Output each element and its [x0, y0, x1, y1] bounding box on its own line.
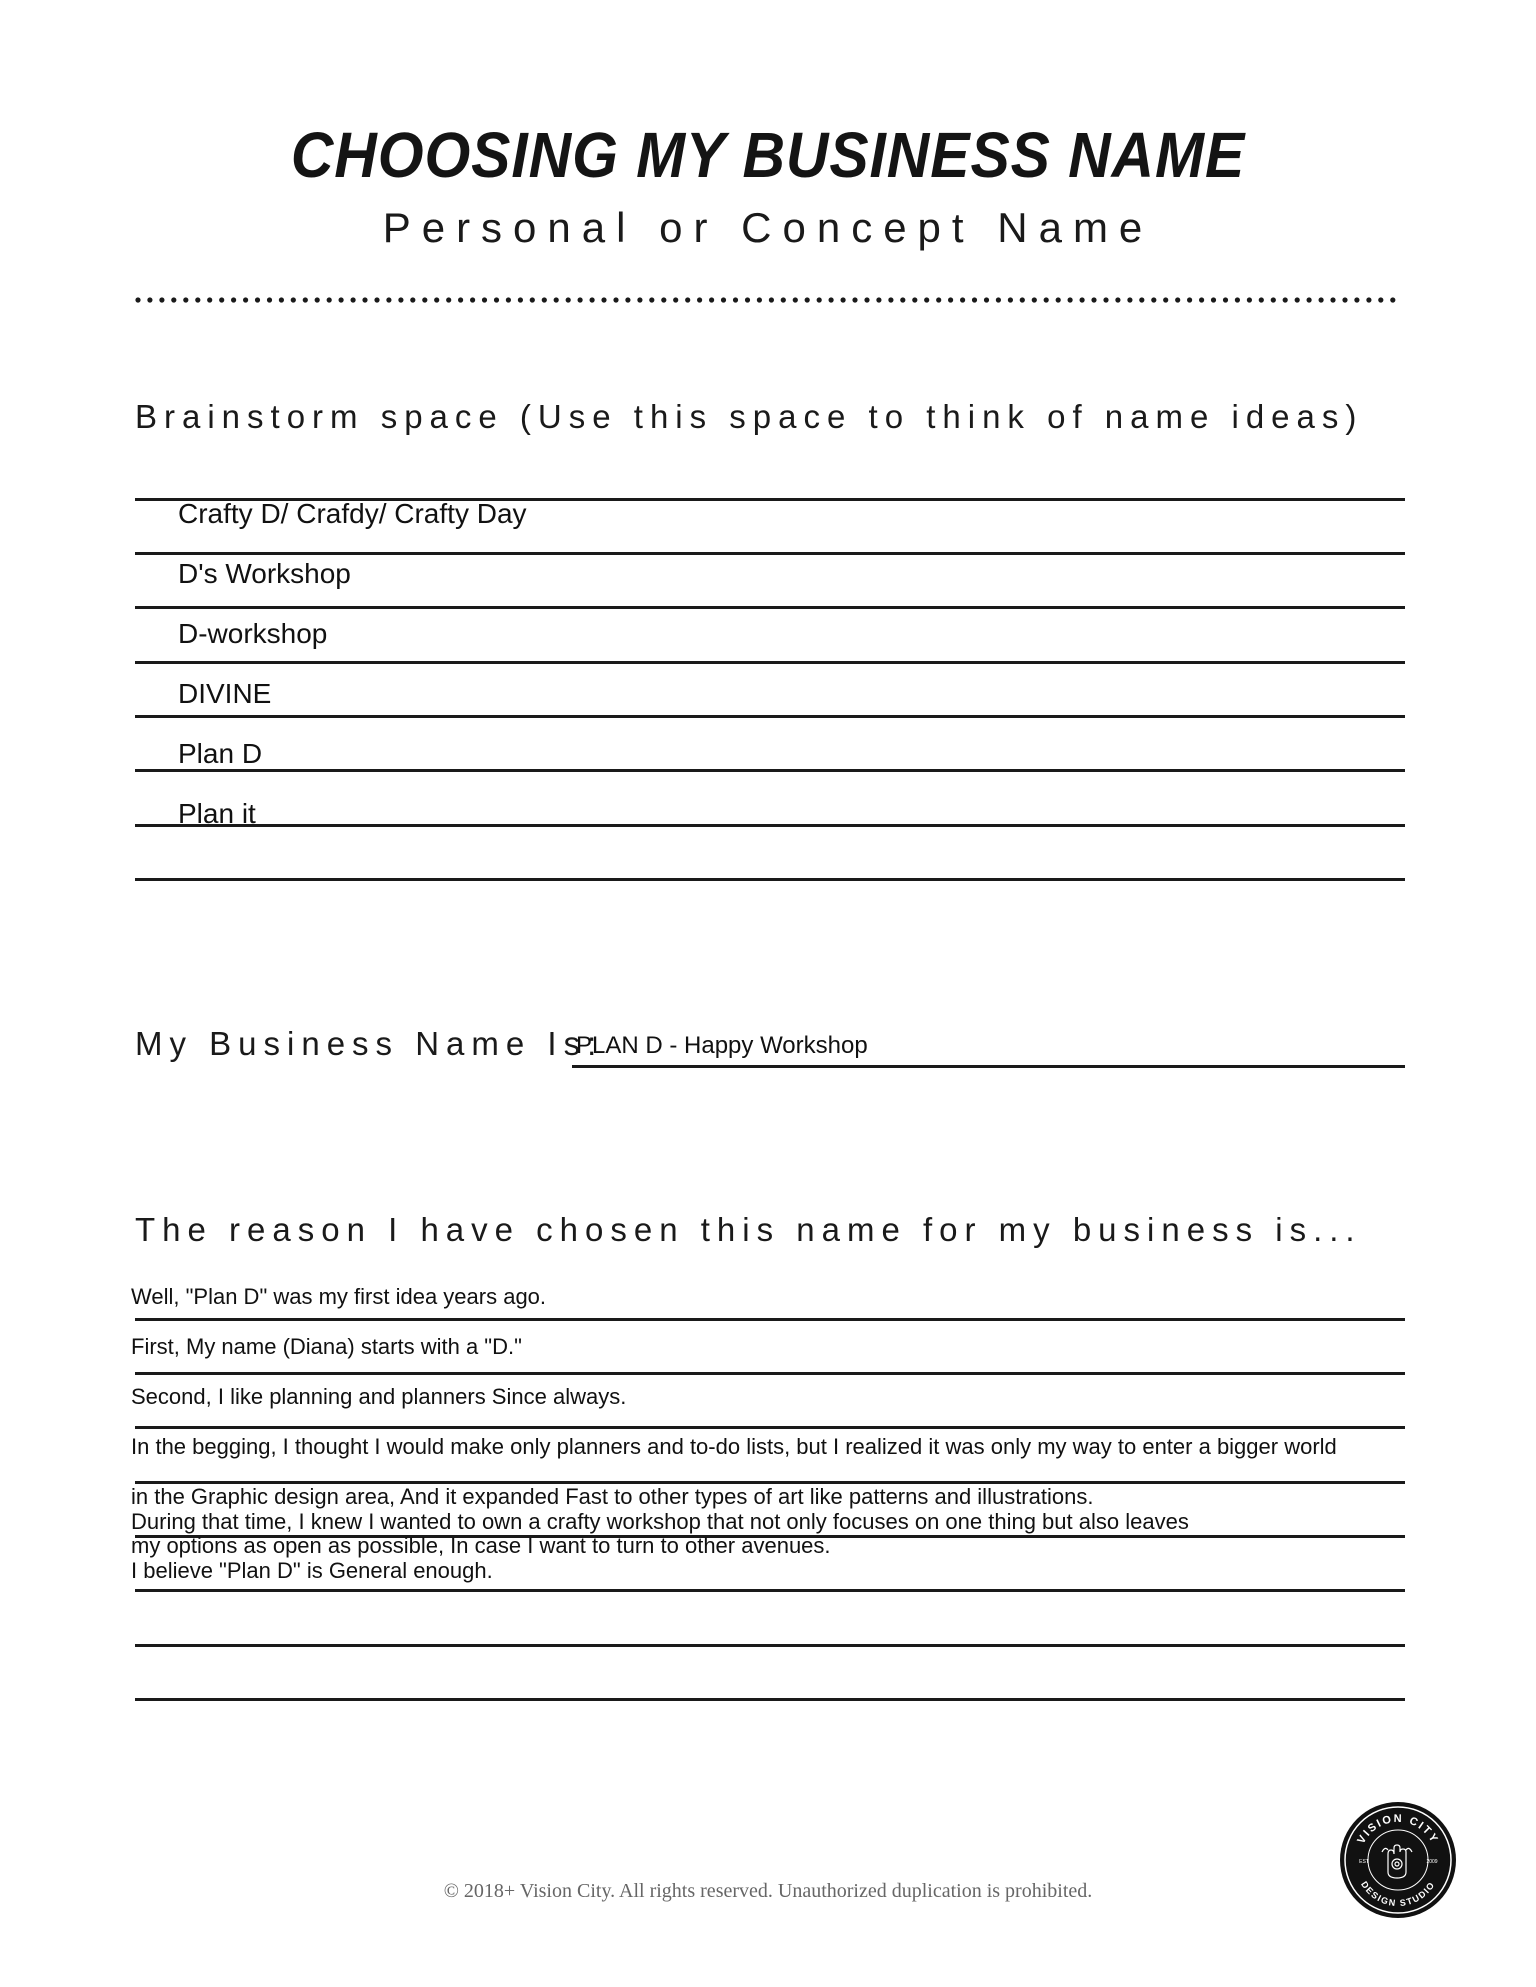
divider-dot	[709, 297, 714, 302]
divider-dot	[374, 297, 379, 302]
divider-dot	[673, 297, 678, 302]
divider-dot	[1247, 297, 1252, 302]
reason-text[interactable]: In the begging, I thought I would make only planners and to-do lists, but I realized it was only my way to enter a bigger world	[131, 1434, 1337, 1459]
divider-dot	[1044, 297, 1049, 302]
reason-line	[135, 1698, 1405, 1701]
brainstorm-entry[interactable]: D's Workshop	[178, 558, 351, 589]
divider-dot	[267, 297, 272, 302]
divider-dot	[805, 297, 810, 302]
reason-heading: The reason I have chosen this name for my business is...	[135, 1211, 1362, 1248]
divider-dot	[410, 297, 415, 302]
reason-text[interactable]: First, My name (Diana) starts with a "D."	[131, 1334, 522, 1359]
divider-dot	[817, 297, 822, 302]
divider-dot	[733, 297, 738, 302]
divider-dot	[1151, 297, 1156, 302]
divider-dot	[458, 297, 463, 302]
divider-dot	[446, 297, 451, 302]
divider-dot	[315, 297, 320, 302]
divider-dot	[1068, 297, 1073, 302]
divider-dot	[948, 297, 953, 302]
page-title: CHOOSING MY BUSINESS NAME	[290, 119, 1246, 191]
divider-dot	[566, 297, 571, 302]
divider-dot	[279, 297, 284, 302]
divider-dot	[1271, 297, 1276, 302]
divider-dot	[793, 297, 798, 302]
divider-dot	[1342, 297, 1347, 302]
divider-dot	[924, 297, 929, 302]
brainstorm-entry[interactable]: Plan D	[178, 738, 263, 769]
logo-est-label: EST	[1359, 1859, 1369, 1865]
divider-dot	[578, 297, 583, 302]
divider-dot	[1032, 297, 1037, 302]
logo-top-text: VISION CITY	[1355, 1812, 1441, 1846]
divider-dot	[1235, 297, 1240, 302]
business-name-value[interactable]: PLAN D - Happy Workshop	[576, 1032, 868, 1059]
divider-dot	[482, 297, 487, 302]
brainstorm-line	[135, 661, 1405, 664]
divider-dot	[1020, 297, 1025, 302]
divider-dot	[147, 297, 152, 302]
divider-dot	[1115, 297, 1120, 302]
reason-text[interactable]: Second, I like planning and planners Since always.	[131, 1384, 627, 1409]
divider-dot	[494, 297, 499, 302]
divider-dot	[1211, 297, 1216, 302]
divider-dot	[876, 297, 881, 302]
divider-dot	[601, 297, 606, 302]
brainstorm-entry[interactable]: DIVINE	[178, 678, 272, 709]
divider-dot	[303, 297, 308, 302]
divider-dot	[1223, 297, 1228, 302]
divider-dot	[386, 297, 391, 302]
reason-line	[135, 1589, 1405, 1592]
divider-dot	[231, 297, 236, 302]
divider-dot	[1366, 297, 1371, 302]
logo-year: 2009	[1426, 1859, 1438, 1865]
divider-dot	[1307, 297, 1312, 302]
divider-dot	[852, 297, 857, 302]
divider-dot	[900, 297, 905, 302]
divider-dot	[1283, 297, 1288, 302]
vision-city-logo	[1338, 1800, 1458, 1920]
reason-text[interactable]: Well, "Plan D" was my first idea years ago.	[131, 1284, 547, 1309]
divider-dot	[1080, 297, 1085, 302]
divider-dot	[554, 297, 559, 302]
divider-dot	[1008, 297, 1013, 302]
reason-line	[135, 1372, 1405, 1375]
divider-dot	[422, 297, 427, 302]
divider-dot	[207, 297, 212, 302]
divider-dot	[864, 297, 869, 302]
reason-text[interactable]: I believe "Plan D" is General enough.	[131, 1558, 493, 1583]
divider-dot	[171, 297, 176, 302]
divider-dot	[1091, 297, 1096, 302]
brainstorm-line	[135, 824, 1405, 827]
divider-dot	[1103, 297, 1108, 302]
brainstorm-line	[135, 769, 1405, 772]
divider-dot	[1187, 297, 1192, 302]
dotted-divider	[135, 296, 1405, 304]
divider-dot	[769, 297, 774, 302]
brainstorm-line	[135, 606, 1405, 609]
brainstorm-entry[interactable]: Plan it	[178, 798, 256, 829]
divider-dot	[542, 297, 547, 302]
reason-text[interactable]: my options as open as possible, In case I want to turn to other avenues.	[131, 1533, 831, 1558]
divider-dot	[183, 297, 188, 302]
divider-dot	[685, 297, 690, 302]
divider-dot	[912, 297, 917, 302]
brainstorm-line	[135, 552, 1405, 555]
divider-dot	[1295, 297, 1300, 302]
divider-dot	[888, 297, 893, 302]
divider-dot	[1163, 297, 1168, 302]
divider-dot	[590, 297, 595, 302]
reason-text[interactable]: in the Graphic design area, And it expanded Fast to other types of art like patterns and illustrations.	[131, 1484, 1094, 1509]
brainstorm-line	[135, 715, 1405, 718]
divider-dot	[339, 297, 344, 302]
divider-dot	[518, 297, 523, 302]
logo-bottom-text: DESIGN STUDIO	[1359, 1879, 1437, 1909]
divider-dot	[434, 297, 439, 302]
divider-dot	[1199, 297, 1204, 302]
divider-dot	[135, 297, 140, 302]
divider-dot	[1139, 297, 1144, 302]
divider-dot	[1056, 297, 1061, 302]
divider-dot	[1378, 297, 1383, 302]
divider-dot	[159, 297, 164, 302]
business-name-label: My Business Name Is:	[135, 1025, 604, 1062]
divider-dot	[506, 297, 511, 302]
reason-line	[135, 1426, 1405, 1429]
divider-dot	[351, 297, 356, 302]
divider-dot	[1354, 297, 1359, 302]
divider-dot	[841, 297, 846, 302]
divider-dot	[829, 297, 834, 302]
divider-dot	[745, 297, 750, 302]
divider-dot	[1127, 297, 1132, 302]
divider-dot	[1390, 297, 1395, 302]
divider-dot	[195, 297, 200, 302]
reason-line	[135, 1644, 1405, 1647]
divider-dot	[649, 297, 654, 302]
business-name-line	[572, 1065, 1405, 1068]
divider-dot	[398, 297, 403, 302]
divider-dot	[255, 297, 260, 302]
divider-dot	[1330, 297, 1335, 302]
divider-dot	[613, 297, 618, 302]
divider-dot	[219, 297, 224, 302]
reason-text[interactable]: During that time, I knew I wanted to own a crafty workshop that not only focuses on one thing but also leaves	[131, 1509, 1189, 1534]
divider-dot	[470, 297, 475, 302]
divider-dot	[1259, 297, 1264, 302]
divider-dot	[327, 297, 332, 302]
divider-dot	[637, 297, 642, 302]
divider-dot	[960, 297, 965, 302]
divider-dot	[661, 297, 666, 302]
divider-dot	[936, 297, 941, 302]
divider-dot	[972, 297, 977, 302]
divider-dot	[1319, 297, 1324, 302]
brainstorm-entry[interactable]: D-workshop	[178, 618, 328, 649]
brainstorm-entry[interactable]: Crafty D/ Crafdy/ Crafty Day	[178, 498, 527, 529]
brainstorm-heading: Brainstorm space (Use this space to think of name ideas)	[135, 398, 1364, 435]
divider-dot	[697, 297, 702, 302]
divider-dot	[625, 297, 630, 302]
divider-dot	[1175, 297, 1180, 302]
brainstorm-line	[135, 878, 1405, 881]
reason-line	[135, 1318, 1405, 1321]
divider-dot	[243, 297, 248, 302]
divider-dot	[757, 297, 762, 302]
divider-dot	[781, 297, 786, 302]
page-subtitle: Personal or Concept Name	[382, 204, 1154, 251]
copyright-notice: © 2018+ Vision City. All rights reserved. Unauthorized duplication is prohibited.	[443, 1880, 1093, 1902]
divider-dot	[984, 297, 989, 302]
divider-dot	[996, 297, 1001, 302]
divider-dot	[362, 297, 367, 302]
divider-dot	[291, 297, 296, 302]
divider-dot	[721, 297, 726, 302]
divider-dot	[530, 297, 535, 302]
